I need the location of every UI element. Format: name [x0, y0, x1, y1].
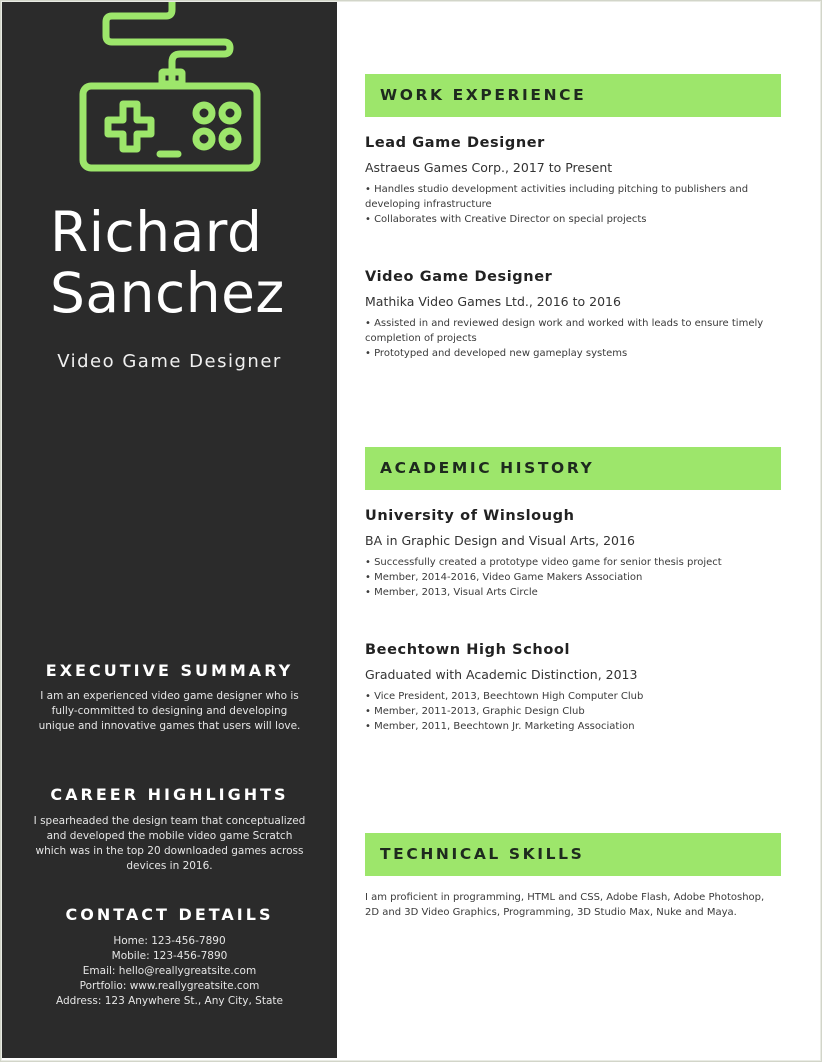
executive-summary-heading: EXECUTIVE SUMMARY: [45, 661, 294, 680]
academic-entry: [365, 642, 785, 734]
contact-portfolio[interactable]: Portfolio: www.reallygreatsite.com: [79, 980, 260, 992]
contact-home: Home: 123-456-7890: [113, 935, 226, 947]
bullet-item: • Prototyped and developed new gameplay systems: [365, 348, 628, 359]
contact-email[interactable]: Email: hello@reallygreatsite.com: [82, 965, 257, 977]
name-first: Richard: [50, 200, 263, 264]
work-entry: [365, 269, 785, 361]
bullet-item: • Member, 2011-2013, Graphic Design Club: [365, 706, 585, 717]
academic-entry-degree: BA in Graphic Design and Visual Arts, 2016: [365, 533, 635, 548]
bullet-item: • Handles studio development activities including pitching to publishers and developing infrastructure: [365, 184, 749, 210]
technical-skills-header: [365, 833, 781, 876]
sidebar: [2, 2, 337, 1058]
career-highlights-text: I spearheaded the design team that conceptualized and developed the mobile video game Scratch which was in the top 20 downloaded games across devices in 2016.: [33, 815, 306, 872]
contact-address: Address: 123 Anywhere St., Any City, State: [56, 995, 283, 1007]
technical-skills-heading: TECHNICAL SKILLS: [380, 845, 585, 863]
executive-summary-text: I am an experienced video game designer who is fully-committed to designing and developing unique and innovative games that users will love.: [38, 690, 301, 732]
name-last: Sanchez: [50, 261, 285, 325]
academic-entry: [365, 508, 785, 600]
career-highlights-heading: CAREER HIGHLIGHTS: [50, 785, 289, 804]
academic-history-heading: ACADEMIC HISTORY: [380, 459, 595, 477]
work-entry: [365, 135, 785, 227]
bullet-item: • Assisted in and reviewed design work and worked with leads to ensure timely completion of projects: [365, 318, 764, 344]
contact-details-heading: CONTACT DETAILS: [65, 905, 274, 924]
academic-entry-degree: Graduated with Academic Distinction, 2013: [365, 667, 638, 682]
game-controller-icon: [78, 2, 264, 178]
bullet-item: • Collaborates with Creative Director on special projects: [365, 214, 647, 225]
work-entry-title: Lead Game Designer: [365, 135, 545, 151]
academic-entry-title: University of Winslough: [365, 508, 575, 524]
candidate-name: [50, 202, 330, 324]
academic-history-header: [365, 447, 781, 490]
bullet-item: • Member, 2013, Visual Arts Circle: [365, 587, 538, 598]
work-experience-heading: WORK EXPERIENCE: [380, 86, 587, 104]
work-entry-company: Mathika Video Games Ltd., 2016 to 2016: [365, 294, 621, 309]
work-entry-bullets: [365, 316, 785, 361]
job-role: Video Game Designer: [57, 351, 282, 372]
contact-mobile: Mobile: 123-456-7890: [111, 950, 228, 962]
work-experience-header: [365, 74, 781, 117]
bullet-item: • Member, 2011, Beechtown Jr. Marketing Association: [365, 721, 635, 732]
work-entry-title: Video Game Designer: [365, 269, 553, 285]
work-entry-company: Astraeus Games Corp., 2017 to Present: [365, 160, 613, 175]
bullet-item: • Vice President, 2013, Beechtown High Computer Club: [365, 691, 644, 702]
academic-entry-bullets: [365, 555, 785, 600]
academic-entry-bullets: [365, 689, 785, 734]
technical-skills-text: I am proficient in programming, HTML and CSS, Adobe Flash, Adobe Photoshop, 2D and 3D Video Graphics, Programming, 3D Studio Max, Nuke and Maya.: [365, 892, 765, 918]
bullet-item: • Member, 2014-2016, Video Game Makers Association: [365, 572, 643, 583]
bullet-item: • Successfully created a prototype video game for senior thesis project: [365, 557, 722, 568]
contact-details-list: [32, 934, 307, 1009]
work-entry-bullets: [365, 182, 785, 227]
academic-entry-title: Beechtown High School: [365, 642, 571, 658]
